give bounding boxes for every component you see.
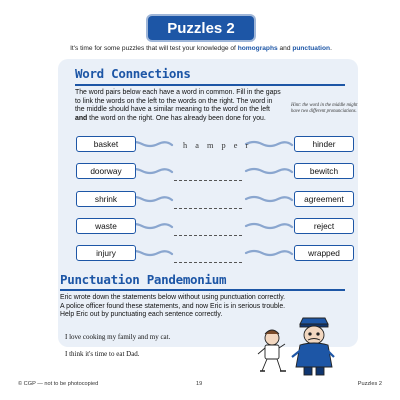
intro-end: .: [330, 45, 332, 52]
hint-note: Hint: the word in the middle might have two different pronunciations.: [291, 103, 358, 114]
word-connections-instructions: [75, 89, 295, 123]
answer-gap[interactable]: [174, 180, 242, 181]
intro-text: [18, 45, 384, 52]
instruction-rest: the word on the right. One has already been done for you.: [87, 114, 266, 122]
right-word-box: bewitch: [294, 163, 354, 179]
page-title: Puzzles 2: [167, 19, 235, 37]
keyword-punctuation: punctuation: [292, 45, 331, 52]
right-word-box: wrapped: [294, 245, 354, 261]
answer-example: h a m p e r: [183, 141, 252, 150]
left-word-box: doorway: [76, 163, 136, 179]
instruction-line: The word pairs below each have a word in common. Fill in the gaps: [75, 89, 281, 96]
left-word-box: basket: [76, 136, 136, 152]
instruction-line: [75, 115, 295, 124]
instruction-line: Help Eric out by punctuating each sentence correctly.: [60, 311, 223, 318]
right-word-box: hinder: [294, 136, 354, 152]
section-rule: [60, 289, 345, 291]
instruction-line: the middle should have a similar meaning to the word on the left: [75, 106, 270, 113]
sentence-to-punctuate[interactable]: I love cooking my family and my cat.: [65, 333, 171, 341]
answer-gap[interactable]: [174, 235, 242, 236]
police-officer-cartoon-icon: [250, 316, 350, 378]
answer-gap[interactable]: [174, 208, 242, 209]
intro-and: and: [277, 45, 293, 52]
footer-copyright: © CGP — not to be photocopied: [18, 381, 99, 387]
instruction-line: A police officer found these statements, and now Eric is in serious trouble.: [60, 302, 286, 310]
instruction-bold-and: and: [75, 114, 88, 122]
section-title-punctuation-pandemonium: Punctuation Pandemonium: [60, 272, 227, 287]
left-word-box: shrink: [76, 191, 136, 207]
title-banner: [148, 16, 254, 40]
section-title-word-connections: Word Connections: [75, 66, 191, 81]
section-rule: [75, 84, 345, 86]
sentence-to-punctuate[interactable]: I think it's time to eat Dad.: [65, 350, 140, 358]
keyword-homographs: homographs: [237, 45, 278, 52]
intro-before: It's time for some puzzles that will test your knowledge of: [70, 45, 238, 52]
footer-title: Puzzles 2: [357, 381, 382, 387]
left-word-box: waste: [76, 218, 136, 234]
instruction-line: to link the words on the left to the words on the right. The word in: [75, 97, 273, 105]
right-word-box: agreement: [294, 191, 354, 207]
right-word-box: reject: [294, 218, 354, 234]
instruction-line: Eric wrote down the statements below without using punctuation correctly.: [60, 294, 286, 301]
left-word-box: injury: [76, 245, 136, 261]
answer-gap[interactable]: [174, 262, 242, 263]
page-number: 19: [196, 381, 203, 387]
